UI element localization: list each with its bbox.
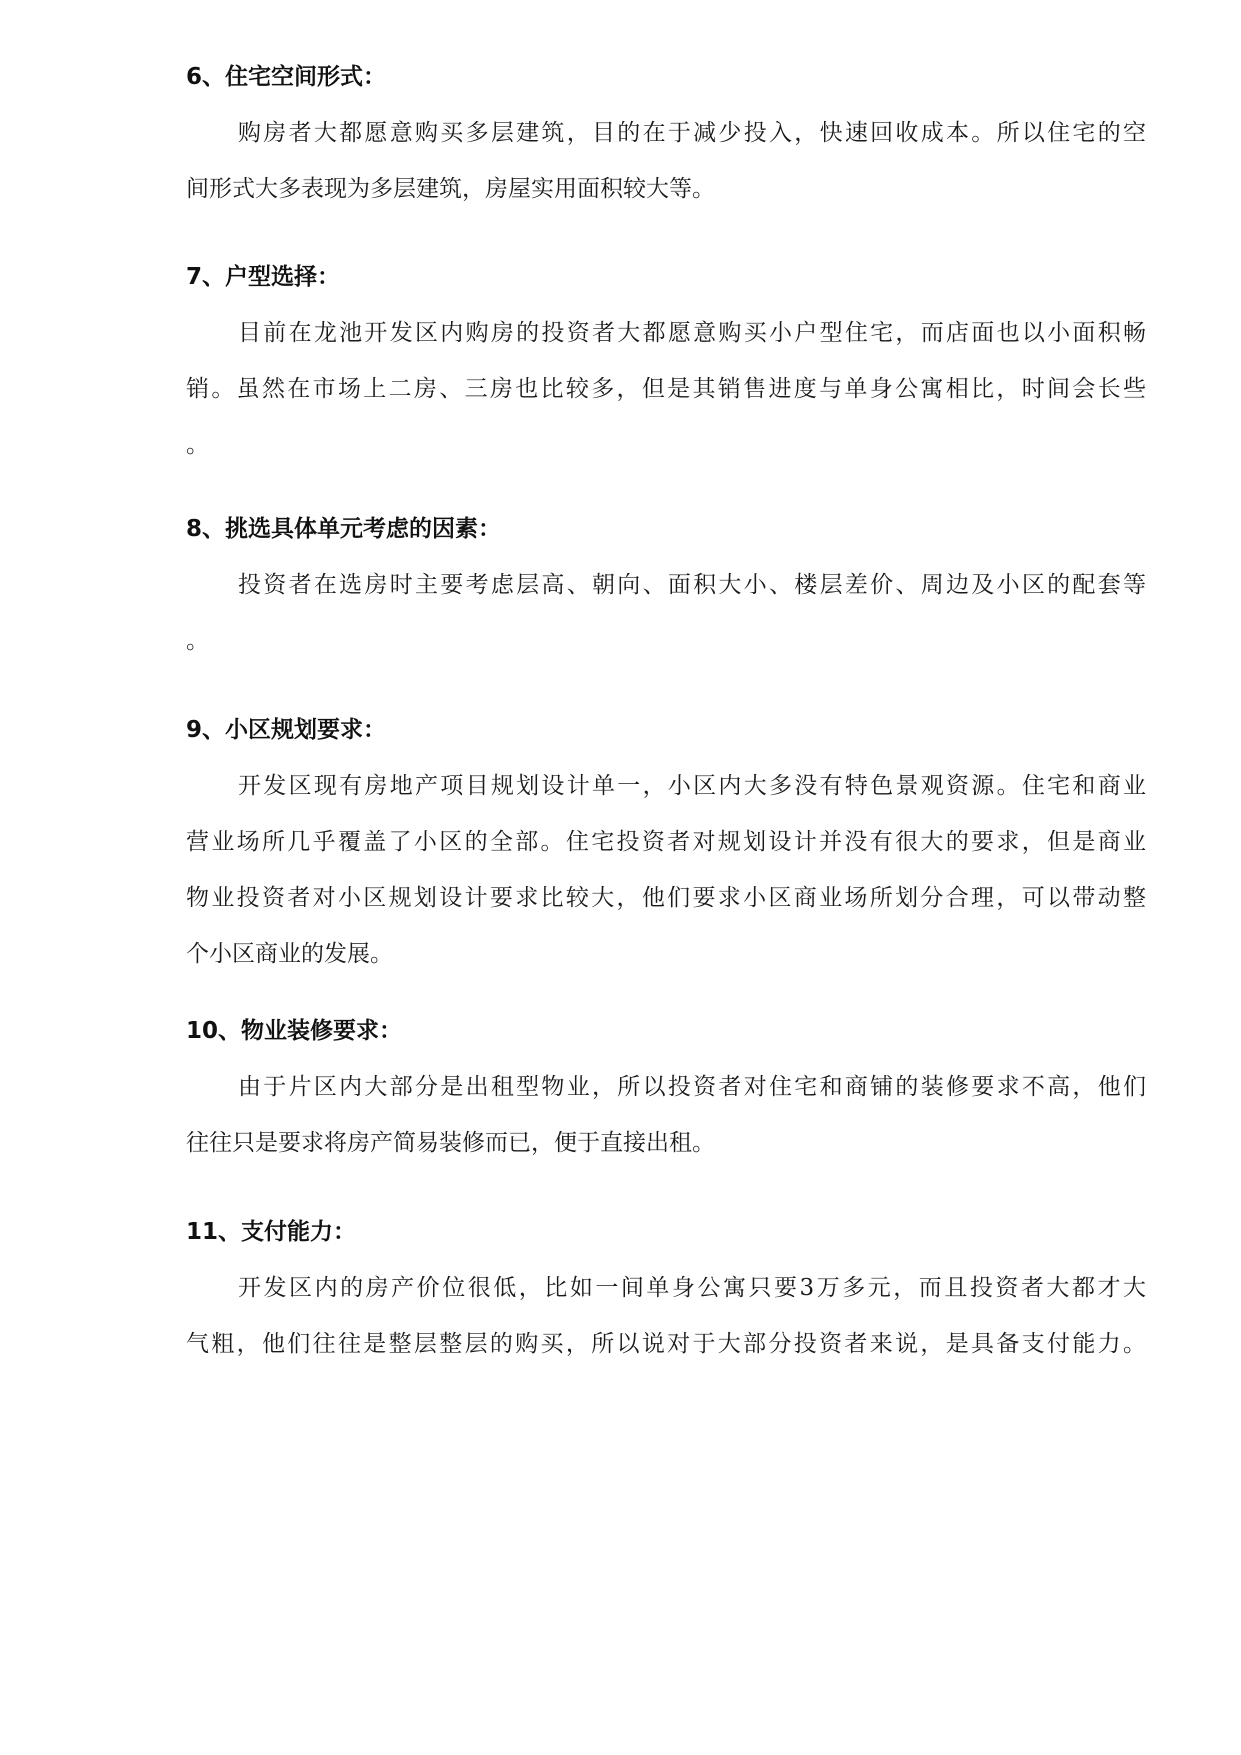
paragraph-line: 投资者在选房时主要考虑层高、朝向、面积大小、楼层差价、周边及小区的配套等 xyxy=(238,572,1146,598)
paragraph-line: 。 xyxy=(186,432,209,458)
section-paragraph xyxy=(186,570,1146,682)
paragraph-line: 物业投资者对小区规划设计要求比较大，他们要求小区商业场所划分合理，可以带动整 xyxy=(186,885,1146,911)
section-paragraph xyxy=(186,1273,1146,1385)
section-heading: 6、住宅空间形式： xyxy=(186,64,387,90)
paragraph-line: 购房者大都愿意购买多层建筑，目的在于减少投入，快速回收成本。所以住宅的空 xyxy=(238,120,1146,146)
section-10 xyxy=(186,1016,1146,1184)
paragraph-line: 个小区商业的发展。 xyxy=(186,941,393,967)
section-heading: 9、小区规划要求： xyxy=(186,717,387,743)
paragraph-line: 开发区现有房地产项目规划设计单一，小区内大多没有特色景观资源。住宅和商业 xyxy=(238,773,1146,799)
section-heading: 8、挑选具体单元考虑的因素： xyxy=(186,516,502,542)
section-heading: 7、户型选择： xyxy=(186,264,341,290)
paragraph-line: 目前在龙池开发区内购房的投资者大都愿意购买小户型住宅，而店面也以小面积畅 xyxy=(238,320,1146,346)
section-paragraph xyxy=(186,318,1146,486)
section-7 xyxy=(186,262,1146,486)
paragraph-line: 开发区内的房产价位很低，比如一间单身公寓只要3万多元，而且投资者大都才大 xyxy=(238,1275,1146,1301)
paragraph-line: 气粗，他们往往是整层整层的购买，所以说对于大部分投资者来说，是具备支付能力。 xyxy=(186,1331,1146,1357)
section-11 xyxy=(186,1217,1146,1385)
section-heading: 11、支付能力： xyxy=(186,1219,357,1245)
section-paragraph xyxy=(186,1072,1146,1184)
section-paragraph xyxy=(186,118,1146,230)
paragraph-line: 。 xyxy=(186,628,209,654)
section-heading: 10、物业装修要求： xyxy=(186,1018,403,1044)
paragraph-line: 营业场所几乎覆盖了小区的全部。住宅投资者对规划设计并没有很大的要求，但是商业 xyxy=(186,829,1146,855)
paragraph-line: 由于片区内大部分是出租型物业，所以投资者对住宅和商铺的装修要求不高，他们 xyxy=(238,1074,1146,1100)
section-6 xyxy=(186,62,1146,230)
paragraph-line: 间形式大多表现为多层建筑，房屋实用面积较大等。 xyxy=(186,176,715,202)
paragraph-line: 往往只是要求将房产简易装修而已，便于直接出租。 xyxy=(186,1130,715,1156)
section-8 xyxy=(186,514,1146,682)
paragraph-line: 销。虽然在市场上二房、三房也比较多，但是其销售进度与单身公寓相比，时间会长些 xyxy=(186,376,1146,402)
section-paragraph xyxy=(186,771,1146,995)
section-9 xyxy=(186,715,1146,995)
